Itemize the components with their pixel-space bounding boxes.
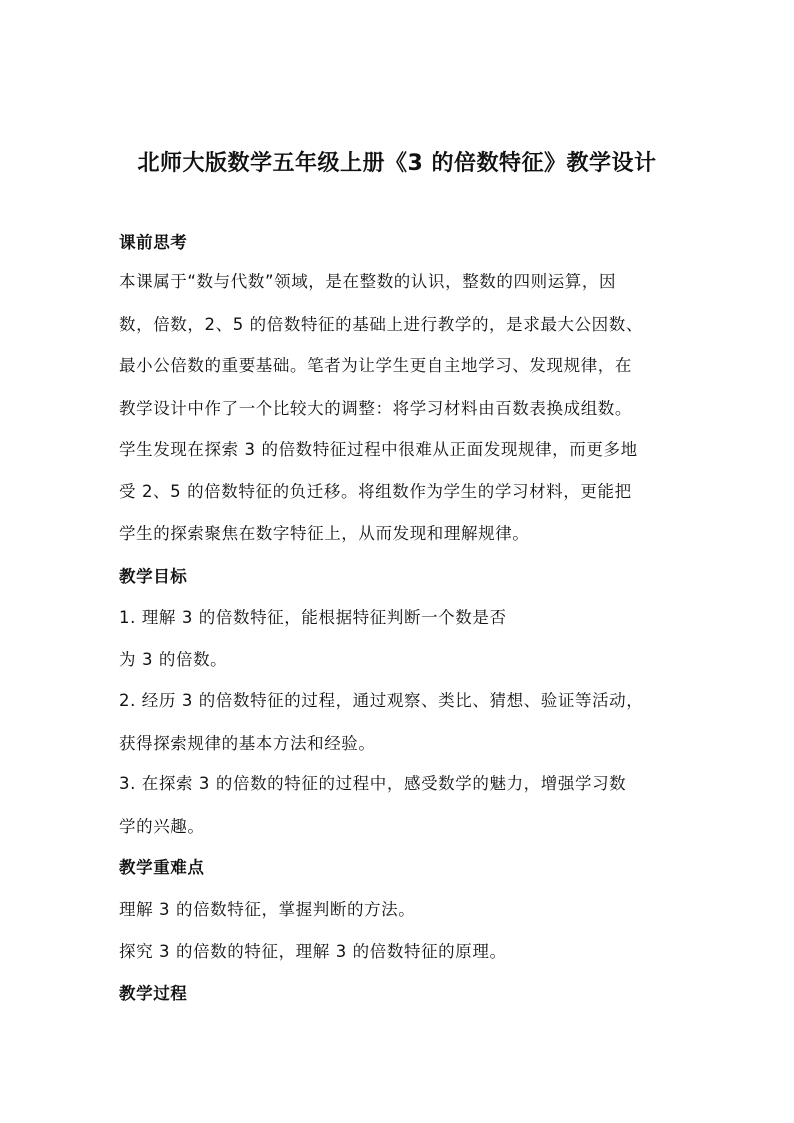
- paragraph-line: 学生发现在探索 3 的倍数特征过程中很难从正面发现规律，而更多地: [119, 440, 638, 459]
- paragraph-line: 教学设计中作了一个比较大的调整：将学习材料由百数表换成组数。: [119, 399, 632, 418]
- list-item-continuation: 为 3 的倍数。: [119, 650, 228, 669]
- document-title: 北师大版数学五年级上册《3 的倍数特征》教学设计: [137, 151, 657, 176]
- paragraph-line: 探究 3 的倍数的特征，理解 3 的倍数特征的原理。: [119, 942, 507, 961]
- paragraph-line: 受 2、5 的倍数特征的负迁移。将组数作为学生的学习材料，更能把: [119, 482, 632, 501]
- list-item-continuation: 学的兴趣。: [119, 817, 205, 836]
- section-heading-pre-thinking: 课前思考: [119, 233, 188, 252]
- list-item-continuation: 获得探索规律的基本方法和经验。: [119, 734, 376, 753]
- paragraph-line: 本课属于“数与代数”领域，是在整数的认识，整数的四则运算，因: [119, 272, 617, 291]
- list-item: 1. 理解 3 的倍数特征，能根据特征判断一个数是否: [119, 608, 507, 627]
- list-item: 2. 经历 3 的倍数特征的过程，通过观察、类比、猜想、验证等活动，: [119, 691, 644, 710]
- section-heading-objectives: 教学目标: [119, 567, 188, 586]
- section-heading-process: 教学过程: [119, 984, 188, 1003]
- list-item: 3. 在探索 3 的倍数的特征的过程中，感受数学的魅力，增强学习数: [119, 774, 627, 793]
- paragraph-line: 学生的探索聚焦在数字特征上，从而发现和理解规律。: [119, 524, 530, 543]
- paragraph-line: 最小公倍数的重要基础。笔者为让学生更自主地学习、发现规律，在: [119, 356, 632, 375]
- section-heading-key-points: 教学重难点: [119, 858, 205, 877]
- paragraph-line: 理解 3 的倍数特征，掌握判断的方法。: [119, 900, 416, 919]
- paragraph-line: 数，倍数，2、5 的倍数特征的基础上进行教学的，是求最大公因数、: [119, 315, 643, 334]
